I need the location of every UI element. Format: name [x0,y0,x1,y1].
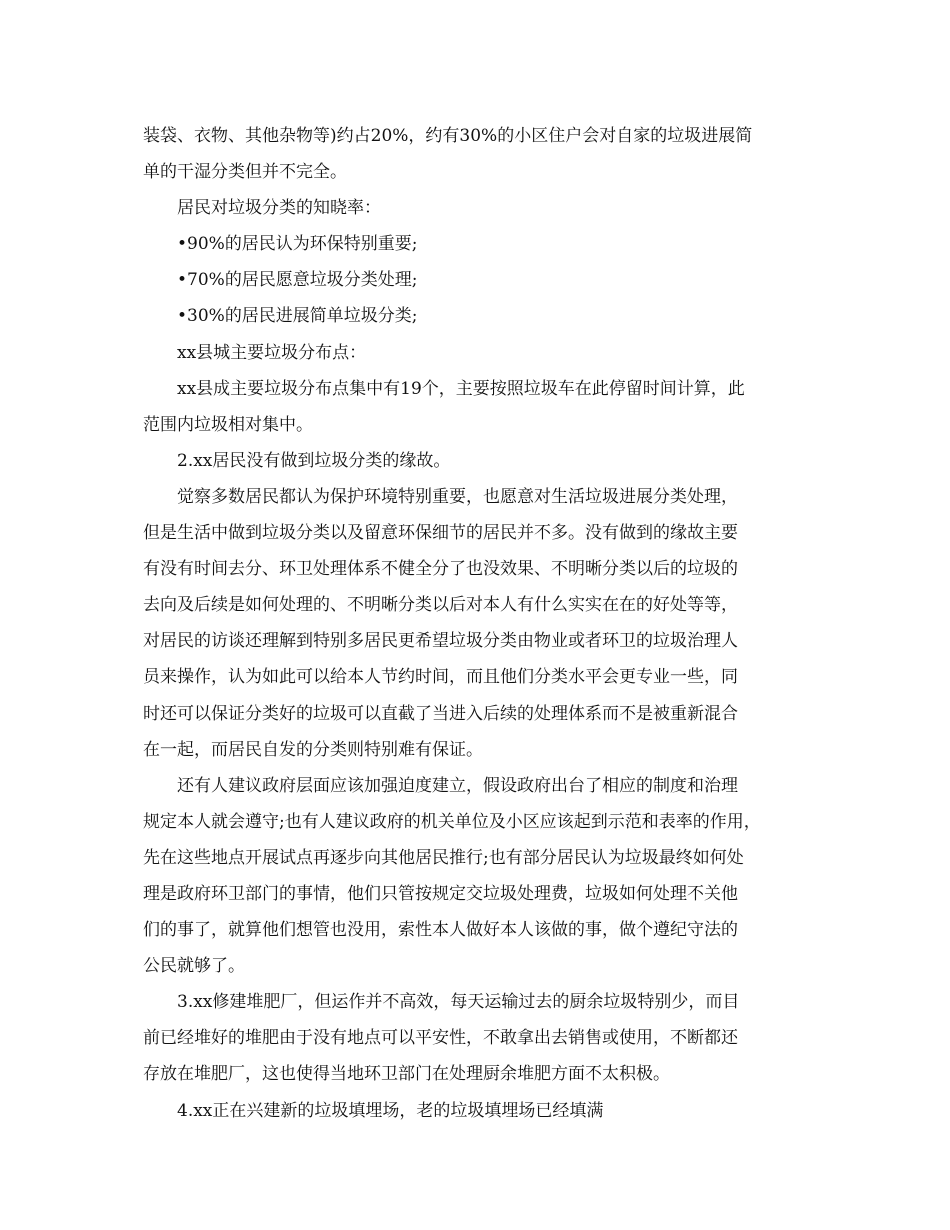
section-heading: 4.xx正在兴建新的垃圾填埋场，老的垃圾填埋场已经填满 [177,1100,604,1121]
text-line: 公民就够了。 [143,956,245,977]
text-line: 在一起，而居民自发的分类则特别难有保证。 [143,739,483,760]
text-line: 存放在堆肥厂，这也使得当地环卫部门在处理厨余堆肥方面不太积极。 [143,1064,670,1085]
text-line: 单的干湿分类但并不完全。 [143,162,347,183]
text-line: 前已经堆好的堆肥由于没有地点可以平安性，不敢拿出去销售或使用，不断都还 [143,1028,738,1049]
bullet-item: •70%的居民愿意垃圾分类处理; [177,270,418,291]
text-line: 先在这些地点开展试点再逐步向其他居民推行;也有部分居民认为垃圾最终如何处 [143,847,744,868]
text-line: 理是政府环卫部门的事情，他们只管按规定交垃圾处理费，垃圾如何处理不关他 [143,883,738,904]
text-line: 装袋、衣物、其他杂物等)约占20%，约有30%的小区住户会对自家的垃圾进展简 [143,126,753,146]
text-line: 居民对垃圾分类的知晓率： [177,198,381,219]
text-line: xx县成主要垃圾分布点集中有19个，主要按照垃圾车在此停留时间计算，此 [177,378,745,399]
bullet-item: •90%的居民认为环保特别重要; [177,234,418,255]
section-heading: 3.xx修建堆肥厂，但运作并不高效，每天运输过去的厨余垃圾特别少，而目 [177,992,740,1013]
text-line: 范围内垃圾相对集中。 [143,414,313,435]
text-line: 对居民的访谈还理解到特别多居民更希望垃圾分类由物业或者环卫的垃圾治理人 [143,631,738,652]
text-line: 去向及后续是如何处理的、不明晰分类以后对本人有什么实实在在的好处等等， [143,595,738,616]
text-line: 觉察多数居民都认为保护环境特别重要，也愿意对生活垃圾进展分类处理， [177,486,738,507]
text-line: 还有人建议政府层面应该加强迫度建立，假设政府出台了相应的制度和治理 [177,775,738,796]
text-line: 规定本人就会遵守;也有人建议政府的机关单位及小区应该起到示范和表率的作用， [143,811,761,832]
text-line: 有没有时间去分、环卫处理体系不健全分了也没效果、不明晰分类以后的垃圾的 [143,559,738,580]
text-line: xx县城主要垃圾分布点： [177,342,367,363]
bullet-item: •30%的居民进展简单垃圾分类; [177,306,418,327]
body-text [0,118,950,1129]
text-line: 时还可以保证分类好的垃圾可以直截了当进入后续的处理体系而不是被重新混合 [143,703,738,724]
text-line: 但是生活中做到垃圾分类以及留意环保细节的居民并不多。没有做到的缘故主要 [143,523,738,544]
text-line: 员来操作，认为如此可以给本人节约时间，而且他们分类水平会更专业一些，同 [143,667,738,688]
section-heading: 2.xx居民没有做到垃圾分类的缘故。 [177,450,451,471]
text-line: 们的事了，就算他们想管也没用，索性本人做好本人该做的事，做个遵纪守法的 [143,920,738,941]
